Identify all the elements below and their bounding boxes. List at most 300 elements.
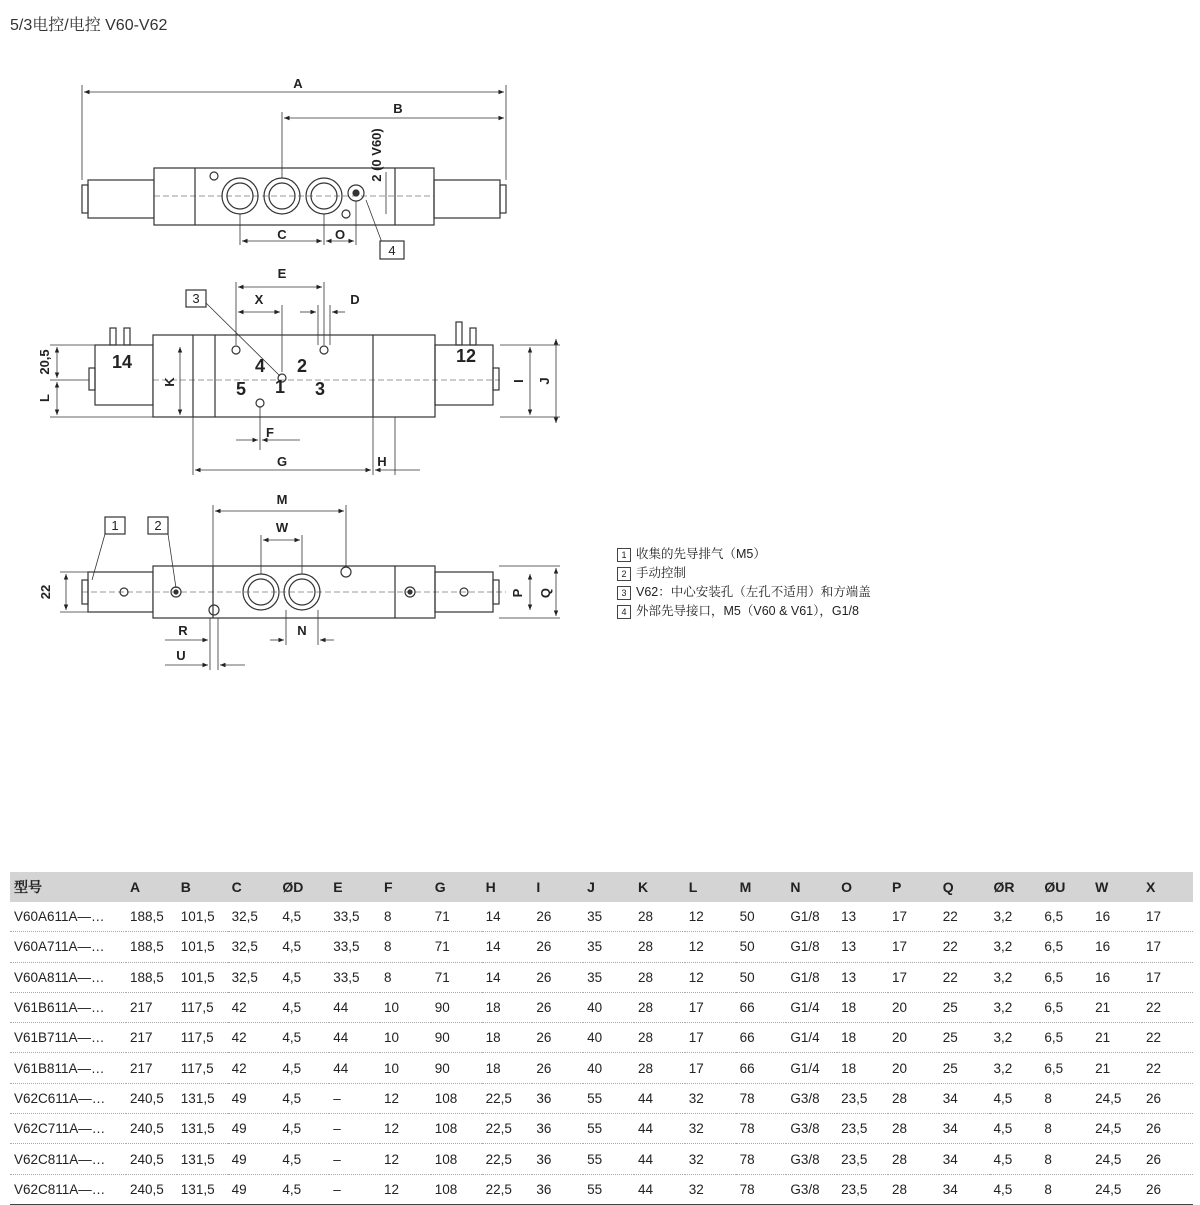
table-cell: 90: [431, 1053, 482, 1083]
table-cell: 40: [583, 1023, 634, 1053]
table-cell: 22: [1142, 1023, 1193, 1053]
table-cell: 28: [888, 1083, 939, 1113]
callout-3: 3: [192, 291, 200, 306]
dimension-table: [10, 872, 1193, 1205]
column-header: ØR: [990, 872, 1041, 902]
table-cell: 20: [888, 992, 939, 1022]
table-cell: 66: [736, 1053, 787, 1083]
table-cell: 42: [228, 1023, 279, 1053]
table-cell: 28: [634, 902, 685, 932]
legend-item: [617, 564, 871, 583]
table-cell: 101,5: [177, 932, 228, 962]
table-cell: 217: [126, 992, 177, 1022]
table-cell: 23,5: [837, 1144, 888, 1174]
table-cell: 50: [736, 962, 787, 992]
legend-number: 3: [617, 586, 631, 600]
table-cell: 4,5: [278, 1083, 329, 1113]
table-row: [10, 1144, 1193, 1174]
table-cell: 6,5: [1040, 1023, 1091, 1053]
table-cell: 78: [736, 1144, 787, 1174]
table-cell: 26: [532, 992, 583, 1022]
table-row: [10, 902, 1193, 932]
dim-label-O: O: [334, 227, 346, 242]
model-cell: V61B811A—…: [10, 1053, 126, 1083]
column-header: K: [634, 872, 685, 902]
table-cell: 22: [1142, 992, 1193, 1022]
table-cell: 26: [532, 962, 583, 992]
table-cell: 14: [482, 902, 533, 932]
table-cell: G1/8: [786, 962, 837, 992]
table-cell: 71: [431, 962, 482, 992]
table-cell: G3/8: [786, 1083, 837, 1113]
table-cell: 101,5: [177, 962, 228, 992]
table-cell: 131,5: [177, 1114, 228, 1144]
table-row: [10, 932, 1193, 962]
table-cell: G1/4: [786, 1023, 837, 1053]
table-cell: 18: [482, 992, 533, 1022]
table-cell: 188,5: [126, 902, 177, 932]
table-cell: 22,5: [482, 1144, 533, 1174]
table-cell: 25: [939, 992, 990, 1022]
table-cell: 35: [583, 902, 634, 932]
table-cell: 3,2: [990, 932, 1041, 962]
table-cell: 4,5: [278, 1144, 329, 1174]
table-cell: 12: [380, 1114, 431, 1144]
table-cell: 6,5: [1040, 932, 1091, 962]
dim-label-Q: Q: [538, 587, 553, 599]
column-header: J: [583, 872, 634, 902]
table-cell: 8: [380, 962, 431, 992]
table-cell: 42: [228, 1053, 279, 1083]
table-cell: 32: [685, 1114, 736, 1144]
table-cell: 44: [634, 1174, 685, 1204]
table-cell: G1/8: [786, 932, 837, 962]
table-cell: 32,5: [228, 962, 279, 992]
column-header: F: [380, 872, 431, 902]
column-header: X: [1142, 872, 1193, 902]
table-row: [10, 1023, 1193, 1053]
table-cell: 14: [482, 962, 533, 992]
table-cell: 12: [380, 1144, 431, 1174]
column-header: ØU: [1040, 872, 1091, 902]
column-header: E: [329, 872, 380, 902]
table-cell: 49: [228, 1174, 279, 1204]
table-cell: 16: [1091, 902, 1142, 932]
table-cell: 44: [634, 1114, 685, 1144]
port-label-5: 5: [235, 379, 247, 399]
legend-text: 收集的先导排气（M5）: [636, 547, 766, 561]
table-cell: 71: [431, 932, 482, 962]
port-label-3: 3: [314, 379, 326, 399]
table-cell: 32,5: [228, 932, 279, 962]
table-cell: 12: [380, 1083, 431, 1113]
column-header: G: [431, 872, 482, 902]
table-cell: 26: [532, 1053, 583, 1083]
table-cell: 8: [1040, 1114, 1091, 1144]
table-cell: 131,5: [177, 1174, 228, 1204]
legend-text: V62：中心安装孔（左孔不适用）和方端盖: [636, 585, 871, 599]
table-cell: 24,5: [1091, 1114, 1142, 1144]
table-cell: 66: [736, 992, 787, 1022]
table-cell: 22,5: [482, 1083, 533, 1113]
dim-label-U: U: [176, 648, 186, 663]
table-cell: G1/4: [786, 992, 837, 1022]
table-cell: 4,5: [990, 1083, 1041, 1113]
dim-label-P: P: [510, 588, 525, 598]
table-cell: 12: [685, 932, 736, 962]
legend-item: [617, 545, 871, 564]
column-header: C: [228, 872, 279, 902]
table-cell: 26: [532, 932, 583, 962]
dim-label-I: I: [511, 379, 526, 383]
table-cell: 117,5: [177, 1053, 228, 1083]
table-cell: 117,5: [177, 1023, 228, 1053]
table-cell: 17: [888, 932, 939, 962]
table-cell: 32: [685, 1083, 736, 1113]
table-cell: 42: [228, 992, 279, 1022]
port-label-4: 4: [254, 356, 266, 376]
table-cell: 4,5: [990, 1174, 1041, 1204]
legend-item: [617, 583, 871, 602]
table-cell: 16: [1091, 962, 1142, 992]
table-cell: 25: [939, 1053, 990, 1083]
dim-label-22: 22: [38, 584, 53, 600]
table-cell: 66: [736, 1023, 787, 1053]
table-cell: 26: [1142, 1144, 1193, 1174]
table-cell: 34: [939, 1174, 990, 1204]
table-cell: 78: [736, 1174, 787, 1204]
table-cell: 3,2: [990, 902, 1041, 932]
table-cell: 28: [634, 1053, 685, 1083]
port-label-v60: 2 (0 V60): [369, 128, 384, 182]
table-cell: 22: [939, 962, 990, 992]
table-cell: 13: [837, 962, 888, 992]
table-cell: 17: [685, 992, 736, 1022]
table-cell: 108: [431, 1144, 482, 1174]
table-cell: 6,5: [1040, 1053, 1091, 1083]
model-cell: V62C811A—…: [10, 1144, 126, 1174]
table-cell: 35: [583, 932, 634, 962]
table-cell: 22: [939, 932, 990, 962]
table-cell: 188,5: [126, 932, 177, 962]
table-cell: 6,5: [1040, 992, 1091, 1022]
dim-label-C: C: [277, 227, 287, 242]
dim-label-X: X: [254, 292, 264, 307]
table-cell: 44: [634, 1144, 685, 1174]
table-cell: 25: [939, 1023, 990, 1053]
table-cell: –: [329, 1144, 380, 1174]
column-header: W: [1091, 872, 1142, 902]
table-cell: 22,5: [482, 1114, 533, 1144]
table-cell: 23,5: [837, 1174, 888, 1204]
dim-label-F: F: [266, 425, 274, 440]
table-cell: 44: [329, 1053, 380, 1083]
table-cell: 16: [1091, 932, 1142, 962]
top-view: [82, 85, 506, 259]
table-cell: 17: [888, 962, 939, 992]
dim-label-A: A: [293, 76, 303, 91]
table-cell: 44: [329, 1023, 380, 1053]
table-cell: 23,5: [837, 1114, 888, 1144]
table-row: [10, 992, 1193, 1022]
table-cell: 217: [126, 1023, 177, 1053]
column-header: N: [786, 872, 837, 902]
table-cell: 17: [888, 902, 939, 932]
table-cell: 71: [431, 902, 482, 932]
legend-number: 2: [617, 567, 631, 581]
table-cell: 49: [228, 1144, 279, 1174]
table-cell: 117,5: [177, 992, 228, 1022]
front-view: [60, 505, 560, 670]
table-cell: 217: [126, 1053, 177, 1083]
table-cell: 188,5: [126, 962, 177, 992]
column-header: H: [482, 872, 533, 902]
table-cell: 55: [583, 1114, 634, 1144]
port-label-2: 2: [296, 356, 308, 376]
table-cell: 22: [1142, 1053, 1193, 1083]
model-cell: V62C811A—…: [10, 1174, 126, 1204]
table-cell: 90: [431, 1023, 482, 1053]
dim-label-G: G: [276, 454, 288, 469]
table-cell: 6,5: [1040, 902, 1091, 932]
table-cell: 22,5: [482, 1174, 533, 1204]
table-cell: 4,5: [278, 1023, 329, 1053]
table-cell: 23,5: [837, 1083, 888, 1113]
table-row: [10, 1083, 1193, 1113]
column-header: P: [888, 872, 939, 902]
table-cell: 10: [380, 1053, 431, 1083]
dim-label-D: D: [350, 292, 360, 307]
table-cell: 3,2: [990, 1023, 1041, 1053]
table-cell: 36: [532, 1083, 583, 1113]
dim-label-L: L: [37, 394, 52, 402]
dim-label-H: H: [377, 454, 387, 469]
table-cell: 17: [1142, 932, 1193, 962]
table-cell: 32: [685, 1144, 736, 1174]
column-header: Q: [939, 872, 990, 902]
table-cell: 108: [431, 1083, 482, 1113]
dim-label-E: E: [277, 266, 287, 281]
table-cell: 10: [380, 1023, 431, 1053]
callout-2: 2: [154, 518, 162, 533]
table-cell: 108: [431, 1114, 482, 1144]
table-cell: 13: [837, 902, 888, 932]
column-header: I: [532, 872, 583, 902]
legend-text: 手动控制: [636, 566, 687, 580]
legend-number: 1: [617, 548, 631, 562]
table-cell: 55: [583, 1174, 634, 1204]
table-body: [10, 902, 1193, 1204]
callout-1: 1: [111, 518, 119, 533]
table-cell: 90: [431, 992, 482, 1022]
table-cell: 28: [888, 1114, 939, 1144]
table-cell: G3/8: [786, 1144, 837, 1174]
table-cell: 20: [888, 1023, 939, 1053]
table-cell: 24,5: [1091, 1083, 1142, 1113]
table-cell: 18: [837, 1023, 888, 1053]
table-cell: 33,5: [329, 932, 380, 962]
table-cell: 44: [329, 992, 380, 1022]
table-cell: 10: [380, 992, 431, 1022]
table-cell: 240,5: [126, 1083, 177, 1113]
table-cell: 13: [837, 932, 888, 962]
callout-4: 4: [388, 243, 396, 258]
table-header-row: [10, 872, 1193, 902]
column-header: B: [177, 872, 228, 902]
column-header: O: [837, 872, 888, 902]
table-cell: 108: [431, 1174, 482, 1204]
table-cell: 18: [482, 1053, 533, 1083]
table-cell: 78: [736, 1114, 787, 1144]
column-header: M: [736, 872, 787, 902]
table-cell: 240,5: [126, 1174, 177, 1204]
table-cell: 40: [583, 1053, 634, 1083]
table-cell: 17: [1142, 962, 1193, 992]
dim-label-R: R: [178, 623, 188, 638]
table-cell: 4,5: [990, 1144, 1041, 1174]
column-header: L: [685, 872, 736, 902]
table-cell: 26: [532, 902, 583, 932]
table-cell: 55: [583, 1083, 634, 1113]
side-view: [50, 282, 560, 475]
legend: [617, 545, 871, 621]
table-cell: –: [329, 1114, 380, 1144]
table-cell: –: [329, 1174, 380, 1204]
table-cell: 44: [634, 1083, 685, 1113]
model-cell: V62C611A—…: [10, 1083, 126, 1113]
model-cell: V61B711A—…: [10, 1023, 126, 1053]
table-cell: 40: [583, 992, 634, 1022]
table-cell: 240,5: [126, 1144, 177, 1174]
model-cell: V60A811A—…: [10, 962, 126, 992]
page-title: 5/3电控/电控 V60-V62: [10, 17, 168, 34]
table-cell: G1/8: [786, 902, 837, 932]
table-cell: 50: [736, 932, 787, 962]
legend-text: 外部先导接口，M5（V60 & V61），G1/8: [636, 604, 859, 618]
table-cell: 36: [532, 1144, 583, 1174]
table-cell: 33,5: [329, 902, 380, 932]
table-cell: 32: [685, 1174, 736, 1204]
table-cell: 24,5: [1091, 1144, 1142, 1174]
table-cell: 35: [583, 962, 634, 992]
table-cell: 101,5: [177, 902, 228, 932]
table-cell: 21: [1091, 992, 1142, 1022]
table-cell: 12: [685, 962, 736, 992]
table-cell: 240,5: [126, 1114, 177, 1144]
table-cell: 3,2: [990, 962, 1041, 992]
table-cell: 28: [634, 1023, 685, 1053]
table-cell: 4,5: [278, 1114, 329, 1144]
table-cell: 33,5: [329, 962, 380, 992]
dim-label-B: B: [393, 101, 403, 116]
table-cell: 28: [888, 1174, 939, 1204]
table-cell: G1/4: [786, 1053, 837, 1083]
table-row: [10, 1114, 1193, 1144]
table-row: [10, 1174, 1193, 1204]
table-cell: 131,5: [177, 1083, 228, 1113]
table-cell: 4,5: [278, 962, 329, 992]
model-cell: V61B611A—…: [10, 992, 126, 1022]
table-row: [10, 962, 1193, 992]
table-cell: 36: [532, 1174, 583, 1204]
table-cell: 14: [482, 932, 533, 962]
table-cell: 131,5: [177, 1144, 228, 1174]
table-cell: 8: [380, 902, 431, 932]
table-cell: 12: [380, 1174, 431, 1204]
legend-number: 4: [617, 605, 631, 619]
model-cell: V62C711A—…: [10, 1114, 126, 1144]
port-label-12: 12: [455, 346, 477, 366]
table-cell: 8: [380, 932, 431, 962]
table-cell: 26: [1142, 1083, 1193, 1113]
legend-item: [617, 602, 871, 621]
table-cell: 24,5: [1091, 1174, 1142, 1204]
table-cell: 26: [532, 1023, 583, 1053]
dim-label-20-5: 20,5: [37, 349, 52, 375]
table-cell: 4,5: [990, 1114, 1041, 1144]
table-row: [10, 1053, 1193, 1083]
dim-label-N: N: [297, 623, 307, 638]
table-cell: 12: [685, 902, 736, 932]
column-header: ØD: [278, 872, 329, 902]
table-cell: 34: [939, 1144, 990, 1174]
table-cell: 4,5: [278, 932, 329, 962]
table-cell: 17: [685, 1053, 736, 1083]
table-cell: –: [329, 1083, 380, 1113]
dim-label-J: J: [537, 377, 552, 385]
table-cell: 18: [837, 1053, 888, 1083]
table-cell: 26: [1142, 1174, 1193, 1204]
dim-label-W: W: [275, 520, 289, 535]
table-cell: 8: [1040, 1144, 1091, 1174]
table-cell: 36: [532, 1114, 583, 1144]
table-cell: 3,2: [990, 1053, 1041, 1083]
table-cell: 34: [939, 1083, 990, 1113]
model-cell: V60A611A—…: [10, 902, 126, 932]
port-label-14: 14: [111, 352, 133, 372]
table-cell: 8: [1040, 1083, 1091, 1113]
table-cell: 34: [939, 1114, 990, 1144]
dim-label-K: K: [162, 377, 177, 387]
table-cell: 3,2: [990, 992, 1041, 1022]
table-cell: 4,5: [278, 902, 329, 932]
table-cell: 8: [1040, 1174, 1091, 1204]
table-cell: 17: [685, 1023, 736, 1053]
column-header: A: [126, 872, 177, 902]
table-cell: 32,5: [228, 902, 279, 932]
model-cell: V60A711A—…: [10, 932, 126, 962]
table-cell: G3/8: [786, 1174, 837, 1204]
table-cell: 49: [228, 1114, 279, 1144]
table-cell: 22: [939, 902, 990, 932]
table-cell: 17: [1142, 902, 1193, 932]
table-cell: 50: [736, 902, 787, 932]
table-cell: 4,5: [278, 992, 329, 1022]
table-cell: 26: [1142, 1114, 1193, 1144]
port-label-1: 1: [274, 377, 286, 397]
table-cell: 4,5: [278, 1174, 329, 1204]
table-cell: 20: [888, 1053, 939, 1083]
table-cell: 49: [228, 1083, 279, 1113]
table-cell: 55: [583, 1144, 634, 1174]
table-cell: 18: [482, 1023, 533, 1053]
column-header: 型号: [10, 872, 126, 902]
table-cell: 28: [634, 962, 685, 992]
table-cell: 21: [1091, 1053, 1142, 1083]
table-cell: G3/8: [786, 1114, 837, 1144]
table-cell: 6,5: [1040, 962, 1091, 992]
table-cell: 28: [634, 932, 685, 962]
